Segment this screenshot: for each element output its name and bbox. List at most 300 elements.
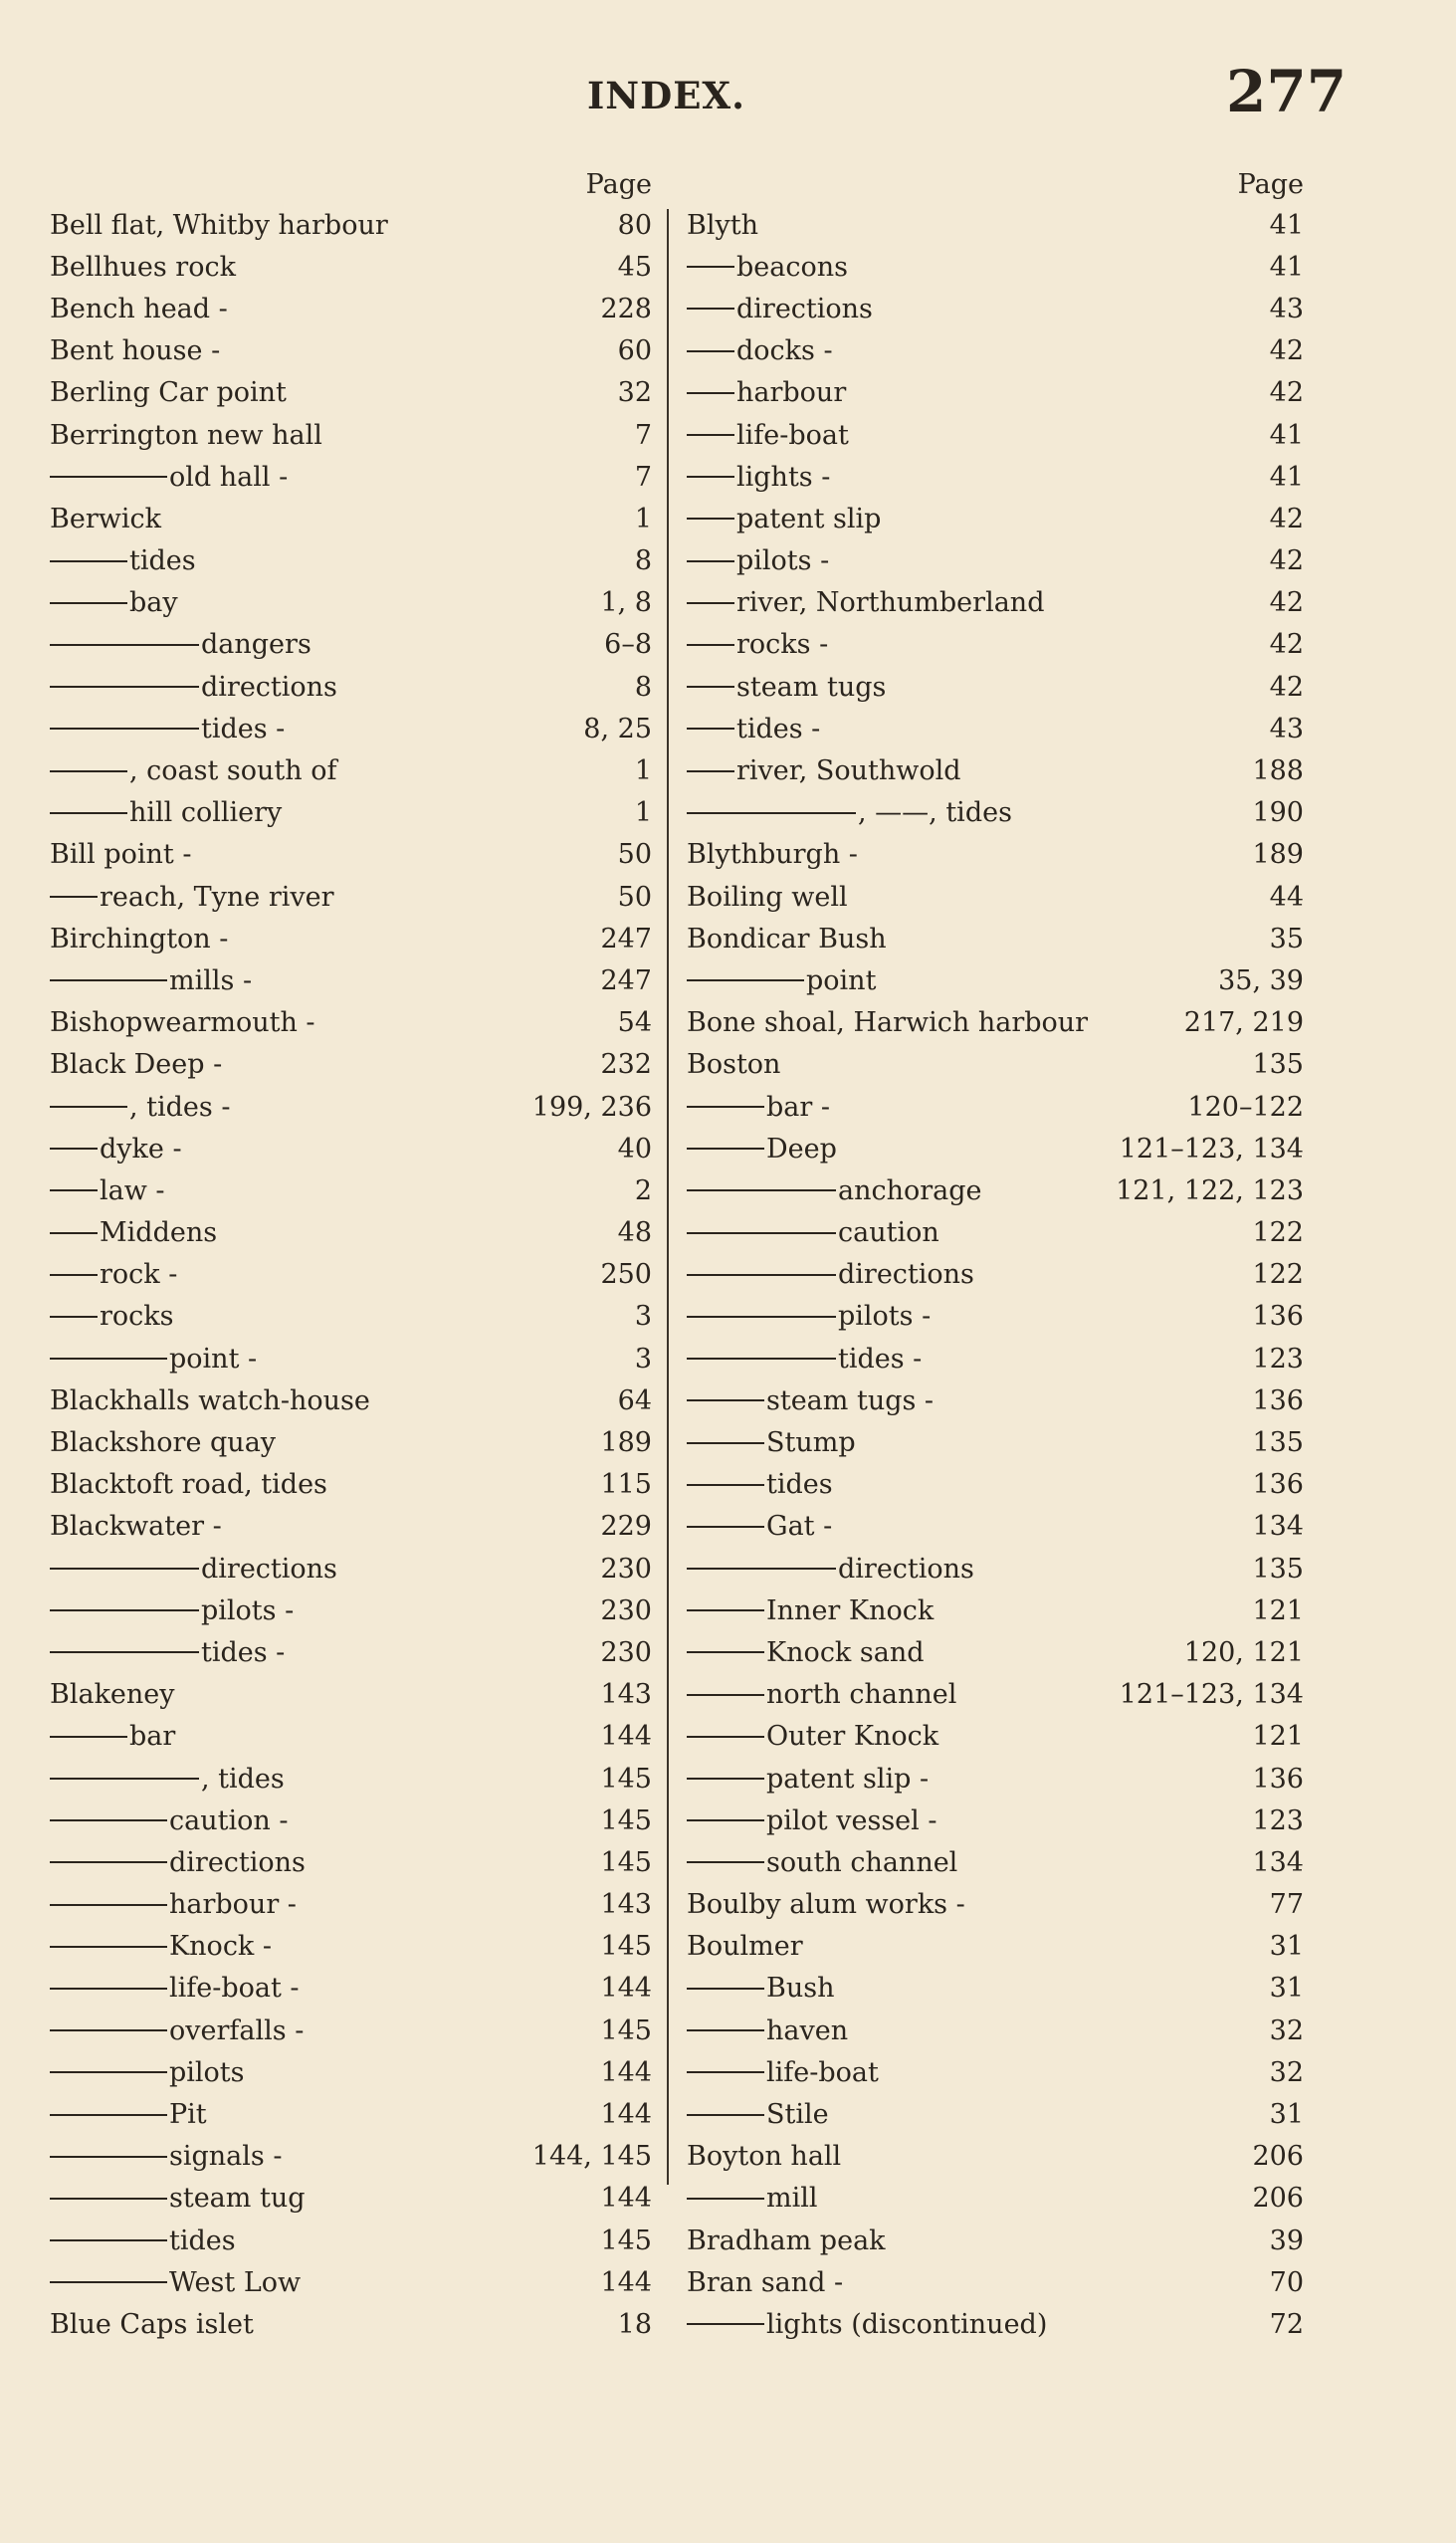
- entry-page-ref: 42: [1269, 377, 1304, 409]
- entry-label: river, Southwold: [736, 755, 961, 787]
- entry-page-ref: 1: [634, 797, 652, 829]
- entry-page-ref: 217, 219: [1183, 1007, 1304, 1039]
- ditto-dash: [687, 1148, 764, 1150]
- entry-label: directions: [201, 671, 337, 703]
- entry-page-ref: 42: [1269, 671, 1304, 703]
- index-entry: [687, 1758, 1304, 1800]
- entry-label: Blackshore quay: [50, 1427, 277, 1459]
- entry-page-ref: 35, 39: [1218, 964, 1304, 996]
- entry-label: Bran sand -: [687, 2266, 844, 2298]
- index-entry: [687, 1002, 1304, 1044]
- left-page-heading: Page: [585, 169, 652, 200]
- ditto-dash: [50, 1904, 167, 1906]
- entry-page-ref: 247: [600, 923, 652, 954]
- ditto-dash: [50, 979, 167, 981]
- index-entry: [50, 1338, 652, 1379]
- entry-label: Bill point -: [50, 839, 192, 871]
- entry-page-ref: 18: [617, 2308, 652, 2340]
- entry-page-ref: 1, 8: [600, 587, 652, 619]
- ditto-dash: [687, 476, 734, 478]
- ditto-dash: [687, 1106, 764, 1108]
- ditto-dash: [50, 1778, 199, 1780]
- entry-label: patent slip -: [766, 1763, 930, 1795]
- index-entry: [687, 456, 1304, 498]
- entry-label: West Low: [169, 2266, 302, 2298]
- entry-label: tides -: [838, 1343, 923, 1375]
- index-entry: [50, 959, 652, 1001]
- entry-page-ref: 136: [1252, 1301, 1304, 1333]
- index-entry: [687, 204, 1304, 246]
- entry-label: point: [806, 964, 877, 996]
- entry-label: Deep: [766, 1133, 837, 1165]
- index-entry: [50, 2010, 652, 2051]
- entry-page-ref: 144, 145: [531, 2141, 652, 2173]
- entry-page-ref: 135: [1252, 1427, 1304, 1459]
- ditto-dash: [687, 1358, 836, 1360]
- entry-label: pilots -: [736, 545, 830, 577]
- ditto-dash: [687, 434, 734, 436]
- index-entry: [50, 2136, 652, 2178]
- index-entry: [50, 834, 652, 876]
- entry-page-ref: 8: [634, 545, 652, 577]
- ditto-dash: [687, 2114, 764, 2116]
- entry-page-ref: 42: [1269, 503, 1304, 534]
- entry-page-ref: 32: [617, 377, 652, 409]
- entry-label: Boulmer: [687, 1931, 803, 1963]
- entry-page-ref: 230: [600, 1594, 652, 1626]
- entry-label: tides: [169, 2225, 236, 2256]
- ditto-dash: [687, 812, 856, 814]
- ditto-dash: [50, 602, 127, 604]
- entry-label: Blacktoft road, tides: [50, 1469, 327, 1501]
- page-header: [0, 58, 1456, 127]
- index-entry: [50, 1296, 652, 1338]
- ditto-dash: [687, 1316, 836, 1318]
- entry-page-ref: 64: [617, 1384, 652, 1416]
- entry-label: law -: [100, 1174, 165, 1206]
- entry-label: Bradham peak: [687, 2225, 886, 2256]
- entry-page-ref: 72: [1269, 2308, 1304, 2340]
- ditto-dash: [50, 686, 199, 688]
- index-entry: [687, 1254, 1304, 1296]
- column-divider: [667, 209, 669, 2185]
- index-entry: [687, 498, 1304, 539]
- ditto-dash: [687, 1861, 764, 1863]
- entry-page-ref: 6–8: [604, 629, 652, 661]
- index-entry: [687, 1548, 1304, 1589]
- ditto-dash: [687, 1274, 836, 1276]
- index-entry: [50, 876, 652, 918]
- entry-page-ref: 189: [600, 1427, 652, 1459]
- ditto-dash: [50, 1568, 199, 1570]
- entry-page-ref: 143: [600, 1679, 652, 1711]
- entry-label: river, Northumberland: [736, 587, 1045, 619]
- ditto-dash: [687, 1736, 764, 1738]
- entry-label: steam tugs -: [766, 1384, 935, 1416]
- entry-page-ref: 120–122: [1187, 1091, 1304, 1123]
- ditto-dash: [687, 1399, 764, 1401]
- index-entry: [687, 1128, 1304, 1169]
- index-entry: [687, 1506, 1304, 1548]
- index-entry: [687, 1631, 1304, 1673]
- index-entry: [687, 666, 1304, 708]
- entry-label: Stump: [766, 1427, 856, 1459]
- entry-label: tides: [766, 1469, 833, 1501]
- entry-label: , tides -: [129, 1091, 231, 1123]
- entry-page-ref: 136: [1252, 1763, 1304, 1795]
- entry-label: Blakeney: [50, 1679, 175, 1711]
- index-entry: [50, 1548, 652, 1589]
- entry-label: Blythburgh -: [687, 839, 858, 871]
- entry-label: bay: [129, 587, 178, 619]
- ditto-dash: [687, 1694, 764, 1696]
- index-entry: [50, 1169, 652, 1211]
- entry-page-ref: 120, 121: [1183, 1636, 1304, 1668]
- entry-label: life-boat: [736, 419, 849, 451]
- entry-page-ref: 189: [1252, 839, 1304, 871]
- entry-page-ref: 230: [600, 1553, 652, 1585]
- index-entry: [687, 1086, 1304, 1128]
- index-entry: [687, 1884, 1304, 1926]
- index-entry: [50, 246, 652, 288]
- entry-label: old hall -: [169, 461, 289, 493]
- index-entry: [50, 2093, 652, 2135]
- entry-label: Blue Caps islet: [50, 2308, 254, 2340]
- index-entry: [50, 708, 652, 749]
- ditto-dash: [50, 1148, 98, 1150]
- entry-page-ref: 7: [634, 419, 652, 451]
- entry-page-ref: 232: [600, 1049, 652, 1081]
- index-entry: [50, 666, 652, 708]
- entry-page-ref: 144: [600, 2266, 652, 2298]
- entry-label: patent slip: [736, 503, 882, 534]
- entry-page-ref: 134: [1252, 1846, 1304, 1878]
- entry-label: Bush: [766, 1973, 835, 2005]
- entry-page-ref: 143: [600, 1889, 652, 1921]
- entry-page-ref: 144: [600, 2099, 652, 2131]
- ditto-dash: [687, 2198, 764, 2200]
- index-entry: [50, 1884, 652, 1926]
- ditto-dash: [50, 1316, 98, 1318]
- entry-label: dyke -: [100, 1133, 182, 1165]
- index-entry: [50, 792, 652, 834]
- ditto-dash: [687, 518, 734, 520]
- entry-label: mill: [766, 2183, 818, 2215]
- ditto-dash: [50, 1106, 127, 1108]
- index-entry: [50, 1674, 652, 1716]
- entry-label: tides -: [201, 713, 286, 744]
- entry-label: rocks -: [736, 629, 829, 661]
- index-entry: [50, 1926, 652, 1968]
- entry-label: Bell flat, Whitby harbour: [50, 209, 388, 241]
- ditto-dash: [687, 1988, 764, 1990]
- index-entry: [50, 330, 652, 372]
- index-entry: [50, 1128, 652, 1169]
- right-entry-list: [687, 204, 1304, 2346]
- ditto-dash: [687, 1232, 836, 1234]
- index-entry: [50, 1002, 652, 1044]
- entry-label: north channel: [766, 1679, 957, 1711]
- ditto-dash: [687, 1609, 764, 1611]
- index-entry: [50, 414, 652, 456]
- entry-page-ref: 1: [634, 503, 652, 534]
- index-entry: [687, 1296, 1304, 1338]
- entry-label: overfalls -: [169, 2014, 305, 2046]
- entry-label: Berwick: [50, 503, 161, 534]
- ditto-dash: [687, 1442, 764, 1444]
- index-entry: [50, 1379, 652, 1421]
- ditto-dash: [50, 644, 199, 646]
- entry-page-ref: 144: [600, 2183, 652, 2215]
- entry-page-ref: 43: [1269, 713, 1304, 744]
- ditto-dash: [50, 476, 167, 478]
- index-entry: [687, 372, 1304, 414]
- entry-page-ref: 144: [600, 1973, 652, 2005]
- entry-page-ref: 77: [1269, 1889, 1304, 1921]
- index-entry: [687, 2136, 1304, 2178]
- index-entry: [50, 498, 652, 539]
- entry-label: Boiling well: [687, 881, 848, 913]
- entry-page-ref: 41: [1269, 209, 1304, 241]
- entry-page-ref: 145: [600, 1763, 652, 1795]
- index-entry: [687, 1716, 1304, 1758]
- index-entry: [687, 1674, 1304, 1716]
- entry-page-ref: 188: [1252, 755, 1304, 787]
- ditto-dash: [50, 2156, 167, 2158]
- ditto-dash: [50, 896, 98, 898]
- ditto-dash: [50, 2114, 167, 2116]
- entry-label: directions: [838, 1553, 974, 1585]
- entry-label: pilots -: [201, 1594, 295, 1626]
- ditto-dash: [687, 266, 734, 268]
- index-entry: [50, 582, 652, 624]
- index-entry: [687, 2051, 1304, 2093]
- entry-page-ref: 8, 25: [583, 713, 652, 744]
- entry-label: Stile: [766, 2099, 829, 2131]
- entry-label: Knock sand: [766, 1636, 925, 1668]
- entry-label: Bone shoal, Harwich harbour: [687, 1007, 1089, 1039]
- index-entry: [687, 582, 1304, 624]
- entry-label: docks -: [736, 335, 833, 367]
- index-entry: [50, 1421, 652, 1463]
- ditto-dash: [687, 979, 804, 981]
- page-title: INDEX.: [587, 74, 746, 117]
- index-entry: [687, 2220, 1304, 2261]
- index-entry: [687, 624, 1304, 666]
- entry-label: Bent house -: [50, 335, 221, 367]
- ditto-dash: [50, 2029, 167, 2031]
- entry-page-ref: 145: [600, 2225, 652, 2256]
- ditto-dash: [50, 2239, 167, 2241]
- entry-page-ref: 41: [1269, 251, 1304, 283]
- entry-label: , coast south of: [129, 755, 337, 787]
- entry-label: Berrington new hall: [50, 419, 322, 451]
- index-entry: [687, 1379, 1304, 1421]
- index-entry: [687, 1338, 1304, 1379]
- entry-label: Gat -: [766, 1511, 833, 1543]
- entry-label: Blyth: [687, 209, 758, 241]
- entry-page-ref: 60: [617, 335, 652, 367]
- entry-label: lights -: [736, 461, 831, 493]
- ditto-dash: [50, 728, 199, 730]
- ditto-dash: [687, 1526, 764, 1528]
- ditto-dash: [50, 1988, 167, 1990]
- index-entry: [50, 1841, 652, 1883]
- entry-page-ref: 32: [1269, 2056, 1304, 2088]
- entry-page-ref: 121: [1252, 1721, 1304, 1753]
- entry-label: Blackhalls watch-house: [50, 1384, 370, 1416]
- index-entry: [687, 288, 1304, 329]
- ditto-dash: [687, 350, 734, 352]
- index-entry: [687, 330, 1304, 372]
- entry-label: Bellhues rock: [50, 251, 236, 283]
- ditto-dash: [687, 308, 734, 310]
- left-entry-list: [50, 204, 652, 2346]
- entry-page-ref: 42: [1269, 587, 1304, 619]
- entry-page-ref: 122: [1252, 1217, 1304, 1249]
- index-entry: [687, 792, 1304, 834]
- entry-label: Bench head -: [50, 293, 228, 324]
- entry-label: harbour -: [169, 1889, 297, 1921]
- entry-label: dangers: [201, 629, 312, 661]
- entry-label: harbour: [736, 377, 847, 409]
- index-entry: [50, 540, 652, 582]
- index-entry: [50, 372, 652, 414]
- ditto-dash: [50, 2198, 167, 2200]
- ditto-dash: [50, 1358, 167, 1360]
- index-entry: [50, 624, 652, 666]
- index-entry: [50, 1086, 652, 1128]
- index-entry: [687, 1926, 1304, 1968]
- index-entry: [50, 1968, 652, 2010]
- ditto-dash: [687, 686, 734, 688]
- index-entry: [50, 1464, 652, 1506]
- entry-page-ref: 123: [1252, 1343, 1304, 1375]
- entry-label: , ——, tides: [858, 797, 1012, 829]
- ditto-dash: [687, 1568, 836, 1570]
- entry-page-ref: 48: [617, 1217, 652, 1249]
- entry-label: Birchington -: [50, 923, 229, 954]
- entry-label: Bishopwearmouth -: [50, 1007, 315, 1039]
- index-entry: [50, 1044, 652, 1086]
- entry-page-ref: 121, 122, 123: [1116, 1174, 1304, 1206]
- ditto-dash: [687, 1651, 764, 1653]
- entry-label: steam tugs: [736, 671, 887, 703]
- entry-page-ref: 39: [1269, 2225, 1304, 2256]
- entry-page-ref: 70: [1269, 2266, 1304, 2298]
- entry-page-ref: 80: [617, 209, 652, 241]
- entry-label: caution: [838, 1217, 939, 1249]
- index-entry: [50, 456, 652, 498]
- index-entry: [687, 1044, 1304, 1086]
- entry-page-ref: 50: [617, 839, 652, 871]
- index-entry: [687, 540, 1304, 582]
- index-entry: [687, 1169, 1304, 1211]
- entry-label: life-boat -: [169, 1973, 300, 2005]
- index-entry: [50, 2303, 652, 2345]
- entry-page-ref: 122: [1252, 1259, 1304, 1291]
- entry-label: signals -: [169, 2141, 283, 2173]
- entry-label: rocks: [100, 1301, 174, 1333]
- index-entry: [687, 2093, 1304, 2135]
- index-entry: [687, 834, 1304, 876]
- entry-label: Middens: [100, 1217, 218, 1249]
- ditto-dash: [687, 1819, 764, 1821]
- entry-label: bar -: [766, 1091, 830, 1123]
- entry-page-ref: 136: [1252, 1384, 1304, 1416]
- entry-label: tides: [129, 545, 196, 577]
- entry-page-ref: 145: [600, 1931, 652, 1963]
- entry-page-ref: 32: [1269, 2014, 1304, 2046]
- index-entry: [687, 1841, 1304, 1883]
- entry-label: reach, Tyne river: [100, 881, 334, 913]
- ditto-dash: [687, 2029, 764, 2031]
- ditto-dash: [687, 602, 734, 604]
- entry-label: pilots: [169, 2056, 245, 2088]
- ditto-dash: [687, 2323, 764, 2325]
- page-number: 277: [1226, 58, 1348, 125]
- index-entry: [50, 288, 652, 329]
- entry-page-ref: 134: [1252, 1511, 1304, 1543]
- index-entry: [687, 2303, 1304, 2345]
- index-entry: [50, 1800, 652, 1841]
- entry-label: Berling Car point: [50, 377, 287, 409]
- ditto-dash: [50, 2281, 167, 2283]
- index-entry: [687, 2010, 1304, 2051]
- index-entry: [687, 414, 1304, 456]
- index-entry: [50, 1716, 652, 1758]
- ditto-dash: [687, 728, 734, 730]
- index-entry: [50, 1758, 652, 1800]
- entry-page-ref: 3: [634, 1301, 652, 1333]
- entry-page-ref: 145: [600, 2014, 652, 2046]
- index-entry: [687, 1800, 1304, 1841]
- index-entry: [50, 1631, 652, 1673]
- entry-page-ref: 31: [1269, 1931, 1304, 1963]
- entry-label: Inner Knock: [766, 1594, 935, 1626]
- entry-page-ref: 228: [600, 293, 652, 324]
- entry-page-ref: 43: [1269, 293, 1304, 324]
- entry-page-ref: 121: [1252, 1594, 1304, 1626]
- ditto-dash: [687, 770, 734, 772]
- entry-label: bar: [129, 1721, 176, 1753]
- entry-label: directions: [169, 1846, 306, 1878]
- entry-page-ref: 206: [1252, 2141, 1304, 2173]
- index-entry: [687, 959, 1304, 1001]
- ditto-dash: [50, 1274, 98, 1276]
- entry-page-ref: 44: [1269, 881, 1304, 913]
- entry-label: directions: [201, 1553, 337, 1585]
- entry-page-ref: 42: [1269, 629, 1304, 661]
- entry-label: Blackwater -: [50, 1511, 222, 1543]
- entry-label: anchorage: [838, 1174, 982, 1206]
- ditto-dash: [50, 1189, 98, 1191]
- index-entry: [50, 2261, 652, 2303]
- ditto-dash: [50, 1232, 98, 1234]
- entry-label: pilots -: [838, 1301, 932, 1333]
- entry-label: Black Deep -: [50, 1049, 223, 1081]
- entry-page-ref: 35: [1269, 923, 1304, 954]
- entry-page-ref: 41: [1269, 461, 1304, 493]
- ditto-dash: [50, 560, 127, 562]
- entry-page-ref: 230: [600, 1636, 652, 1668]
- ditto-dash: [687, 392, 734, 394]
- ditto-dash: [50, 1819, 167, 1821]
- index-entry: [687, 1589, 1304, 1631]
- ditto-dash: [50, 1609, 199, 1611]
- ditto-dash: [687, 644, 734, 646]
- index-entry: [687, 918, 1304, 959]
